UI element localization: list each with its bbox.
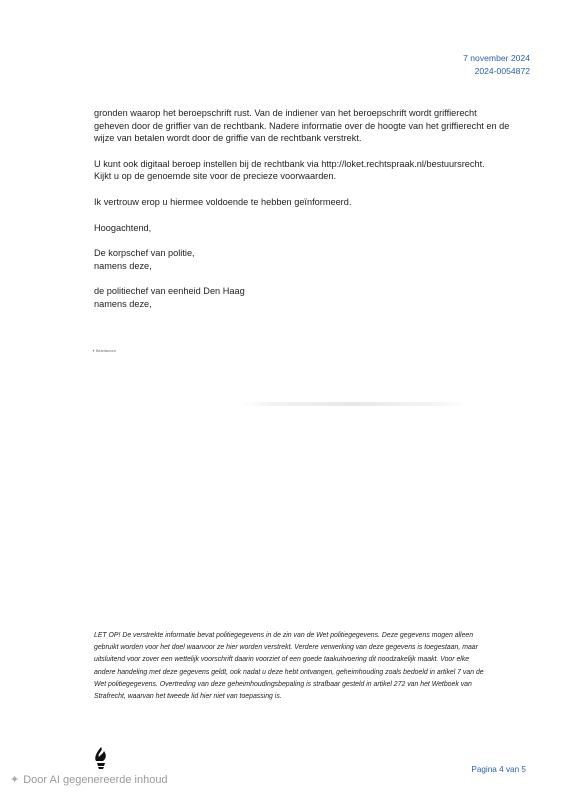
scan-artifact bbox=[240, 402, 470, 406]
signatory-politiechef: de politiechef van eenheid Den Haag namens deze, bbox=[94, 286, 245, 309]
document-meta bbox=[463, 52, 530, 78]
document-date: 7 november 2024 bbox=[463, 53, 530, 63]
stamp-mark-icon: ✝ bbox=[92, 349, 96, 353]
document-reference: 2024-0054872 bbox=[474, 66, 530, 76]
closing: Hoogachtend, bbox=[94, 222, 152, 233]
paragraph-informed: Ik vertrouw erop u hiermee voldoende te hebben geïnformeerd. bbox=[94, 196, 352, 207]
privacy-notice: LET OP! De verstrekte informatie bevat politiegegevens in de zin van de Wet politiegegevens. Deze gegevens mogen alleen gebruikt worden voor het doel waarvoor ze hier worden verstrekt. Verdere verwerking van deze gegevens is toegestaan, maar uitsluitend voor zover een wettelijk voorschrift daarin voorziet of een goede taakuitvoering dit noodzakelijk maakt. Voor elke andere handeling met deze gegevens geldt, ook nadat u deze hebt ontvangen, geheimhouding zoals bedoeld in artikel 7 van de Wet politiegegevens. Overtreding van deze geheimhoudingsbepaling is strafbaar gesteld in artikel 272 van het Wetboek van Strafrecht, waarvan het tweede lid hier niet van toepassing is. bbox=[94, 632, 484, 701]
sparkle-icon: ✦ bbox=[10, 774, 20, 786]
paragraph-grounds: gronden waarop het beroepschrift rust. Van de indiener van het beroepschrift wordt griffierecht geheven door de griffier van de rechtbank. Nadere informatie over de hoogte van het griffierecht en de wijze van betalen wordt door de griffie van de rechtbank verstrekt. bbox=[94, 108, 510, 144]
signatory-korpschef: De korpschef van politie, namens deze, bbox=[94, 248, 195, 271]
page-number: Pagina 4 van 5 bbox=[471, 765, 526, 774]
ai-generated-label bbox=[10, 773, 168, 786]
ai-label-text: Door AI gegenereerde inhoud bbox=[23, 773, 168, 786]
signature-stamp bbox=[92, 349, 116, 353]
letter-body bbox=[94, 107, 544, 324]
paragraph-digital-appeal: U kunt ook digitaal beroep instellen bij de rechtbank via http://loket.rechtspraak.nl/bestuursrecht. Kijkt u op de genoemde site voor de precieze voorwaarden. bbox=[94, 158, 485, 182]
police-flame-logo-icon bbox=[92, 746, 110, 770]
stamp-text: Beantwoord bbox=[96, 349, 116, 353]
